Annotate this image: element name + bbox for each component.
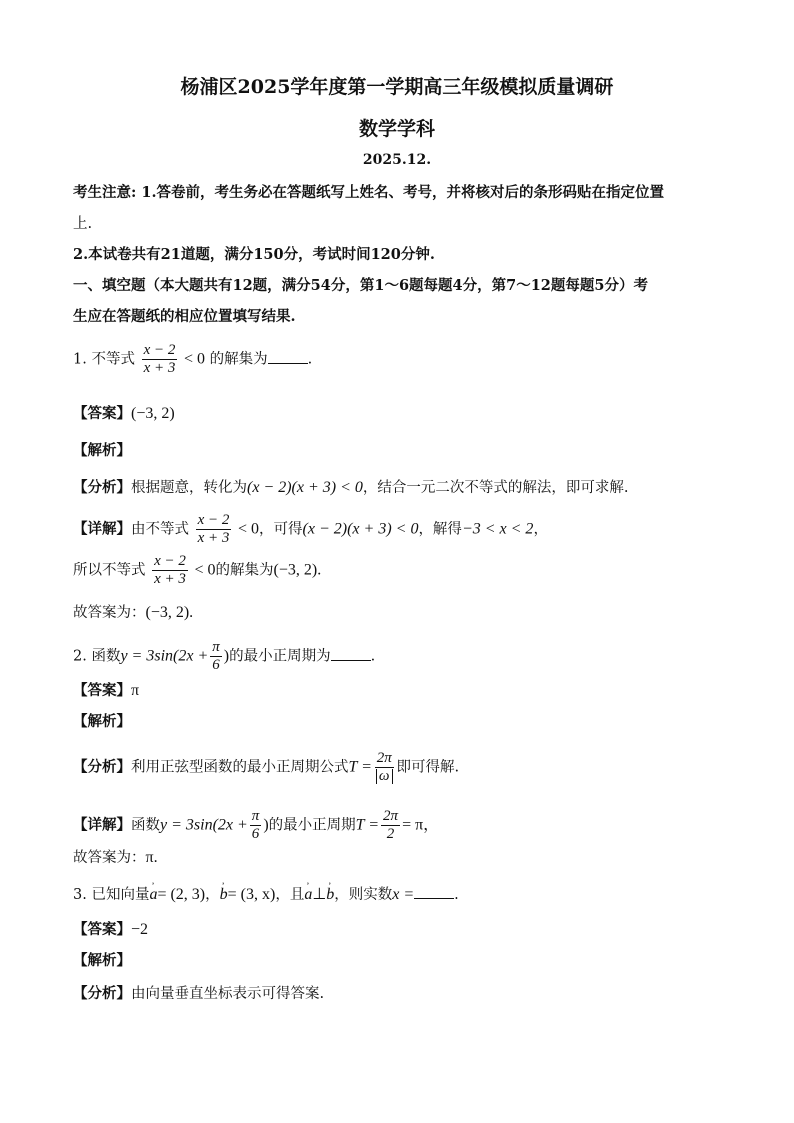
question-3: 3. 已知向量’ a= (2, 3)，’ b= (3, x)，且’ a⊥’ b，则实数x = . xyxy=(73,884,459,905)
q1-fenxi-math: (x − 2)(x + 3) < 0 xyxy=(247,479,363,496)
q2-fenxi-frac xyxy=(374,750,395,785)
q3-perp: ⊥ xyxy=(312,886,327,903)
q1-so-frac-den: x + 3 xyxy=(154,571,186,587)
q1-xj-a: 由不等式 xyxy=(131,521,189,538)
q1-final-value: (−3, 2). xyxy=(145,604,194,621)
q2-xj-b: 的最小正周期 xyxy=(268,817,356,834)
q1-xj-b: ，可得 xyxy=(259,521,303,538)
q3-a-value: = (2, 3) xyxy=(157,886,206,903)
q3-number: 3. xyxy=(73,887,87,903)
q1-xiangjie-tag: 【详解】 xyxy=(73,520,131,538)
notice-line-1 xyxy=(73,183,664,203)
q1-suffix: 的解集为 xyxy=(209,351,268,368)
q1-so-rel: < 0 xyxy=(194,561,216,579)
notice-line-1b: 上. xyxy=(73,216,93,232)
q1-so-b: 的解集为 xyxy=(215,562,274,579)
q2-fenxi-num: 2π xyxy=(376,750,392,766)
q3-answer-blank[interactable] xyxy=(414,884,454,899)
q2-answer-blank[interactable] xyxy=(331,646,371,661)
q3-answer-value: −2 xyxy=(131,921,149,938)
q2-omega: ω xyxy=(376,769,393,784)
q3-fenxi-tag: 【分析】 xyxy=(73,985,131,1002)
q2-fenxi-T: T = xyxy=(348,758,372,776)
q1-final xyxy=(73,603,193,623)
q3-answer-tag: 【答案】 xyxy=(73,921,131,938)
q3-analysis-tag: 【解析】 xyxy=(73,952,131,969)
q1-so-math: (−3, 2). xyxy=(273,561,322,579)
exam-date: 2025.12. xyxy=(362,152,432,168)
q1-final-label: 故答案为： xyxy=(73,605,146,621)
q2-xj-T: T = xyxy=(355,816,380,834)
q2-xj-func-b: ) xyxy=(263,816,269,834)
q2-prefix: 函数 xyxy=(91,648,121,665)
q2-xj-pi-num: π xyxy=(251,808,260,824)
q1-xj-frac-den: x + 3 xyxy=(197,530,230,546)
q1-xj-c: ，解得 xyxy=(418,521,462,538)
q1-answer-blank[interactable] xyxy=(268,349,308,364)
q2-answer-tag: 【答案】 xyxy=(73,682,131,699)
q2-suffix: 的最小正周期为 xyxy=(229,648,331,665)
q1-frac-num: x − 2 xyxy=(143,342,176,358)
q2-fenxi-b: 即可得解. xyxy=(396,759,460,776)
q3-sep: ， xyxy=(205,887,220,903)
q3-vector-b: ’ b xyxy=(220,886,228,903)
q1-fenxi-b: ，结合一元二次不等式的解法，即可求解. xyxy=(362,480,629,496)
q2-xj-pi-den: 6 xyxy=(251,826,260,842)
question-2: 2. 函数y = 3sin(2x + $\frac{\pi}{6}$ )的最小正周期为 . xyxy=(73,639,376,673)
q1-answer-value: (−3, 2) xyxy=(131,405,175,422)
q2-xj-func-a: y = 3sin(2x + xyxy=(160,816,248,834)
q3-fenxi xyxy=(73,984,324,1004)
q2-final-value: π. xyxy=(145,849,158,866)
q1-frac-den: x + 3 xyxy=(143,360,176,376)
q2-func-a: y = 3sin(2x + xyxy=(120,647,209,665)
q1-xiangjie xyxy=(73,512,548,547)
q1-so-fraction xyxy=(152,553,188,588)
q2-answer xyxy=(73,681,139,701)
page-title: 杨浦区2025学年度第一学期高三年级模拟质量调研 xyxy=(180,76,614,98)
q2-xj-c: = π， xyxy=(402,816,440,834)
page-subtitle: 数学学科 xyxy=(358,118,435,140)
q3-b-value: = (3, x) xyxy=(227,886,276,903)
q3-and: ，且 xyxy=(275,887,305,903)
q1-xj-math2: −3 < x < 2 xyxy=(461,520,534,538)
q3-x: x = xyxy=(392,886,415,903)
q2-xj-num: 2π xyxy=(383,808,399,824)
q1-so-a: 所以不等式 xyxy=(73,562,146,579)
q1-fraction xyxy=(142,342,178,377)
question-1: 1. 不等式 $\frac{x - 2}{x + 3}$ < 0 的解集为 . xyxy=(73,342,313,376)
q2-fenxi-den xyxy=(374,768,395,785)
q1-fenxi-tag: 【分析】 xyxy=(73,479,131,496)
notice-line-2: 2.本试卷共有21道题，满分150分，考试时间120分钟. xyxy=(73,246,435,263)
q1-xj-rel: < 0 xyxy=(238,520,260,538)
q3-answer xyxy=(73,920,148,940)
q2-answer-value: π xyxy=(131,682,140,699)
q1-xj-frac-num: x − 2 xyxy=(197,512,230,528)
q1-so-frac-num: x − 2 xyxy=(154,553,186,569)
q2-number: 2. xyxy=(73,648,87,665)
notice-label: 考生注意: xyxy=(73,184,137,201)
q2-pi-den: 6 xyxy=(212,657,220,673)
q1-answer-tag: 【答案】 xyxy=(73,405,131,422)
q3-vector-b-2: ’ b xyxy=(326,886,334,903)
section-line-2: 生应在答题纸的相应位置填写结果. xyxy=(73,308,296,325)
q3-vector-a: ’ a xyxy=(149,886,157,903)
q2-xj-den: 2 xyxy=(386,826,395,842)
q3-fenxi-text: 由向量垂直坐标表示可得答案. xyxy=(131,986,325,1002)
section-line-1: 一、填空题（本大题共有12题，满分54分，第1～6题每题4分，第7～12题每题5分）考 xyxy=(73,277,648,294)
q1-rel: < 0 xyxy=(183,350,205,368)
q2-xj-pi-frac xyxy=(250,808,262,843)
q1-answer xyxy=(73,404,175,424)
q1-number: 1. xyxy=(73,351,87,368)
q3-vector-a-2: ’ a xyxy=(304,886,312,903)
q1-xj-fraction xyxy=(196,512,232,547)
q1-prefix: 不等式 xyxy=(91,351,135,368)
q2-pi-frac xyxy=(210,639,222,674)
q1-so xyxy=(73,553,321,588)
q1-xj-math1: (x − 2)(x + 3) < 0 xyxy=(302,520,419,538)
q2-xiangjie-tag: 【详解】 xyxy=(73,816,131,834)
q2-xiangjie xyxy=(73,808,439,843)
q2-final-label: 故答案为： xyxy=(73,850,146,866)
q2-pi-num: π xyxy=(212,639,220,655)
q2-func-b: ) xyxy=(223,647,230,665)
q2-xj-a: 函数 xyxy=(131,817,160,834)
q2-analysis-tag: 【解析】 xyxy=(73,713,131,730)
q2-fenxi-a: 利用正弦型函数的最小正周期公式 xyxy=(131,759,349,776)
q2-final xyxy=(73,848,158,868)
q1-fenxi-a: 根据题意，转化为 xyxy=(131,480,247,496)
q2-fenxi-tag: 【分析】 xyxy=(73,758,131,776)
q2-xj-frac xyxy=(381,808,400,843)
q3-real: ，则实数 xyxy=(334,887,393,903)
q1-xj-d: ， xyxy=(533,521,548,538)
q3-prefix: 已知向量 xyxy=(91,887,150,903)
q2-fenxi xyxy=(73,750,459,785)
q1-analysis-tag: 【解析】 xyxy=(73,442,131,459)
notice-text-1: 1.答卷前，考生务必在答题纸写上姓名、考号，并将核对后的条形码贴在指定位置 xyxy=(141,184,665,201)
q1-fenxi xyxy=(73,478,629,498)
